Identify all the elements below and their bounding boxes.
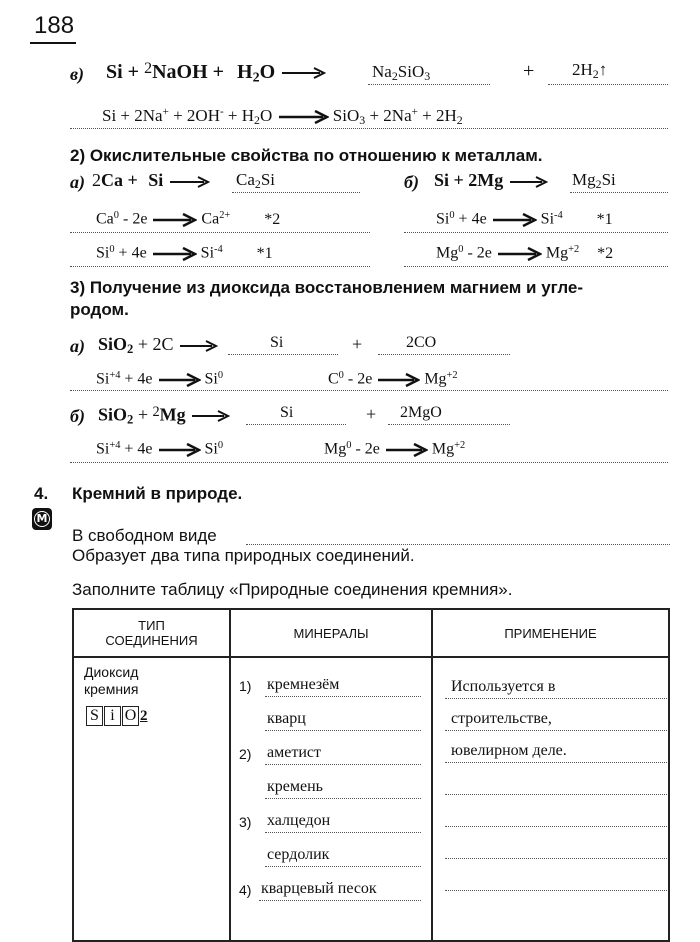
type-label: Диоксид кремния — [84, 664, 139, 697]
redox-3b-right: Mg$^0$ - 2e $Mg^{+2}$ — [324, 440, 466, 458]
list-item: кремень — [231, 774, 431, 808]
label-3b: б) — [70, 406, 85, 426]
answer-v-product2: $2H_2↑$ — [572, 60, 608, 81]
formula-box[interactable]: S — [86, 706, 103, 726]
arrow-icon — [384, 443, 428, 457]
label-3a: а) — [70, 336, 85, 356]
equation-2b: Si + 2Mg — [434, 170, 548, 191]
equation-v: Si + $^2$NaOH + $H_2O$ — [106, 60, 326, 86]
arrow-icon — [178, 340, 218, 352]
heading-3-line1: 3) Получение из диоксида восстановлением магнием и угле- — [70, 278, 584, 297]
list-item: 3) халцедон — [231, 808, 431, 842]
marker-m-icon: М — [32, 508, 52, 530]
redox-3b-left: $Si^{+4} + 4e$ Si$^0$ — [96, 440, 224, 458]
arrow-icon — [496, 247, 542, 261]
redox-2b-line2: Mg$^0$ - 2e $Mg^{+2}$ *2 — [436, 244, 614, 262]
arrow-icon — [508, 176, 548, 188]
header-minerals: МИНЕРАЛЫ — [230, 609, 432, 657]
arrow-icon — [280, 67, 326, 79]
minerals-cell — [230, 657, 432, 941]
list-item: 1) кремнезём — [231, 672, 431, 706]
natural-compounds-table — [72, 608, 670, 942]
answer-2a: $Ca_2Si$ — [236, 170, 276, 191]
usage-line: Используется в — [451, 678, 556, 695]
formula-box[interactable]: O — [122, 706, 139, 726]
equation-2a: 2Ca + Si — [92, 170, 210, 191]
redox-2b-line1: $Si^0 + 4e$ $Si^{-4}$ *1 — [436, 210, 613, 228]
compound-types-text: Образует два типа природных соединений. — [72, 546, 415, 565]
section-4-number: 4. — [34, 484, 49, 503]
plus-sign: + — [366, 404, 377, 424]
usage-line: строительстве, — [451, 710, 552, 727]
arrow-icon — [168, 176, 210, 188]
plus-sign: + — [352, 334, 363, 354]
heading-3-line2: родом. — [70, 300, 129, 319]
equation-3b: SiO$_2$ + $^2$Mg — [98, 404, 230, 427]
label-2a: а) — [70, 172, 85, 192]
answer-3b-product1: Si — [280, 404, 294, 421]
answer-2b: $Mg_2Si$ — [572, 170, 616, 191]
section-4-title: Кремний в природе. — [72, 484, 243, 503]
answer-v-product1: $Na_2SiO_3$ — [372, 62, 431, 83]
redox-3a-left: $Si^{+4} + 4e$ Si$^0$ — [96, 370, 224, 388]
list-item: 4) кварцевый песок — [231, 876, 431, 910]
usage-line: ювелирном деле. — [451, 742, 567, 759]
label-2b: б) — [404, 172, 419, 192]
arrow-icon — [491, 213, 537, 227]
table-instruction: Заполните таблицу «Природные соединения кремния». — [72, 580, 513, 599]
equation-3a: SiO$_2$ + 2C — [98, 334, 218, 357]
usage-cell — [432, 657, 669, 941]
page-number: 188 — [34, 12, 75, 39]
arrow-icon — [376, 373, 420, 387]
redox-2a-line1: Ca$^0$ - 2e $Ca^{2+}$ *2 — [96, 210, 281, 228]
redox-2a-line2: $Si^0 + 4e$ $Si^{-4}$ *1 — [96, 244, 273, 262]
plus-sign: + — [523, 60, 535, 82]
list-item: сердолик — [231, 842, 431, 876]
header-type: ТИП СОЕДИНЕНИЯ — [73, 609, 230, 657]
formula-boxes — [86, 706, 148, 726]
answer-3a-product1: Si — [270, 334, 284, 351]
list-item: кварц — [231, 706, 431, 740]
free-state-label: В свободном виде — [72, 526, 217, 545]
header-usage: ПРИМЕНЕНИЕ — [432, 609, 669, 657]
arrow-icon — [157, 373, 201, 387]
arrow-icon — [190, 410, 230, 422]
arrow-icon — [151, 213, 197, 227]
arrow-icon — [151, 247, 197, 261]
answer-3b-product2: 2MgO — [400, 404, 442, 421]
arrow-icon — [277, 110, 329, 124]
answer-3a-product2: 2CO — [406, 334, 437, 351]
label-v: в) — [70, 64, 85, 84]
formula-subscript: 2 — [140, 708, 148, 724]
type-cell — [73, 657, 230, 941]
usage-lines — [433, 672, 673, 896]
heading-2: 2) Окислительные свойства по отношению к металлам. — [70, 146, 543, 165]
formula-box[interactable]: i — [104, 706, 121, 726]
ionic-equation-v: $Si + 2Na^+ + 2OH^- + H_2O$ $SiO_3 + 2Na^+ + 2H_2$ — [102, 106, 463, 128]
mineral-list — [231, 672, 431, 910]
page-number-underline — [30, 42, 76, 44]
list-item: 2) аметист — [231, 740, 431, 774]
redox-3a-right: $C^0 - 2e$ $Mg^{+2}$ — [328, 370, 458, 388]
arrow-icon — [157, 443, 201, 457]
